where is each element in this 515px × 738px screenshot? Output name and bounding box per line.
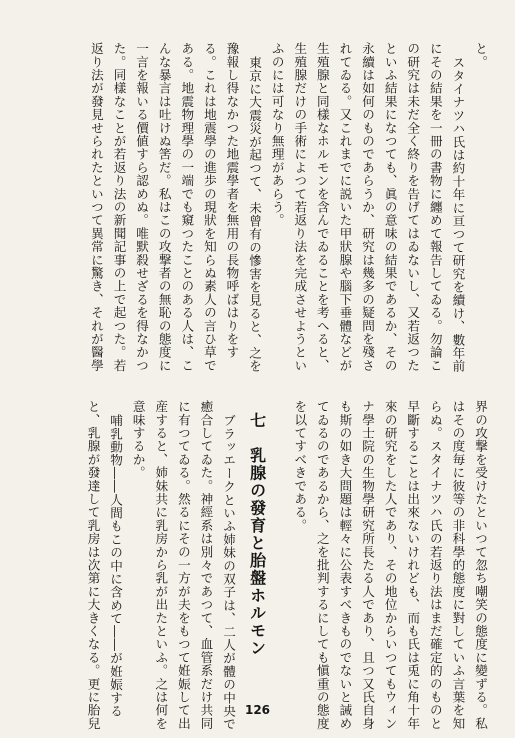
text-line: 癒合してゐた。神經系は別々であつて、血管系だけ共同 [198,400,214,730]
text-line: んな暴言は吐けぬ筈だ。私はこの攻撃者の無恥の態度に [156,42,172,372]
text-line: らぬ。スタイナツハ氏の若返り法はまだ確定的のものと [427,400,443,730]
text-line: てゐるのであるから、之を批判するにしても愼重の態度 [314,400,330,730]
text-line: 産すると、姉妹共に乳房から乳が出たといふ。之は何を [153,400,169,730]
text-line: 永續は如何のものであらうか、研究は幾多の疑問を殘さ [360,42,376,372]
text-line: 哺乳動物――人間もこの中に含めて――が姙娠する [108,414,124,718]
text-line: た。同樣なことが若返り法の新聞記事の上で起つた。若 [111,42,127,372]
text-line: といふ結果になつても、眞の意味の結果であるか、その [382,42,398,372]
upper-text-block [84,42,491,373]
text-line: に有つてゐる。然るにその一方が夫をもつて姙娠して出 [175,400,191,730]
text-line: る。これは地震學の進歩の現狀を知らぬ素人の言ひ草で [201,42,217,372]
text-line: 意味するか。 [130,400,146,480]
text-line: 早斷することは出來ないけれども、而も氏は兎に角十年 [405,400,421,730]
section-heading: 七 乳腺の發育と胎盤ホルモン [247,412,267,657]
text-line: の研究は未だ全く終りを告げてはゐないし、又若返つた [405,42,421,372]
text-line: と。 [473,42,488,69]
text-line: も斯の如き大問題は輕々に公表すべきものでないと誡め [337,400,353,730]
text-line: と、乳腺が發達して乳房は次第に大きくなる。更に胎兒 [85,400,101,730]
page-number: 126 [244,703,271,717]
text-line: にその結果を一冊の書物に纏めて報告してゐる。勿論こ [427,42,443,372]
text-line: 界の攻撃を受けたといつて忽ち嘲笑の態度に變ずる。私 [473,400,488,730]
text-line: 生殖腺と同樣なホルモンを含んでゐることを考へると、 [314,42,330,372]
text-line: 東京に大震災が起つて、未曾有の慘害を見ると、之を [247,56,263,373]
text-line: 一言を報いる價値すら認めぬ。唯默殺せざるを得なかつ [134,42,150,372]
text-line: 返り法が發見せられたといつて異常に驚き、それが醫學 [88,42,104,372]
text-line: 生殖腺だけの手術によつて若返り法を完成させようとい [292,42,308,372]
text-line: 來の研究をした人であり、その地位からいつてもウィン [382,400,398,730]
text-line: ブラッエークといふ姉妹の双子は、二人が體の中央で [221,414,237,731]
text-line: ナ學士院の生物學研究所長たる人であり、且つ又氏自身 [360,400,376,730]
text-line: はその度毎に彼等の非科學的態度に對していふ言葉を知 [450,400,466,730]
text-line: を以てすべきである。 [292,400,308,532]
text-line: れてゐる。又これまでに説いた甲狀腺や腦下垂體などが [337,42,353,372]
text-line: 豫報し得なかつた地震學者を無用の長物呼ばはりをす [224,42,240,359]
text-line: ふのには可なり無理があらう。 [269,42,285,227]
text-line: ある。地震物理學の一端でも窺つたことのある人は、こ [179,42,195,372]
text-line: スタイナツハ氏は約十年に亘つて研究を續け、數年前 [450,56,466,373]
